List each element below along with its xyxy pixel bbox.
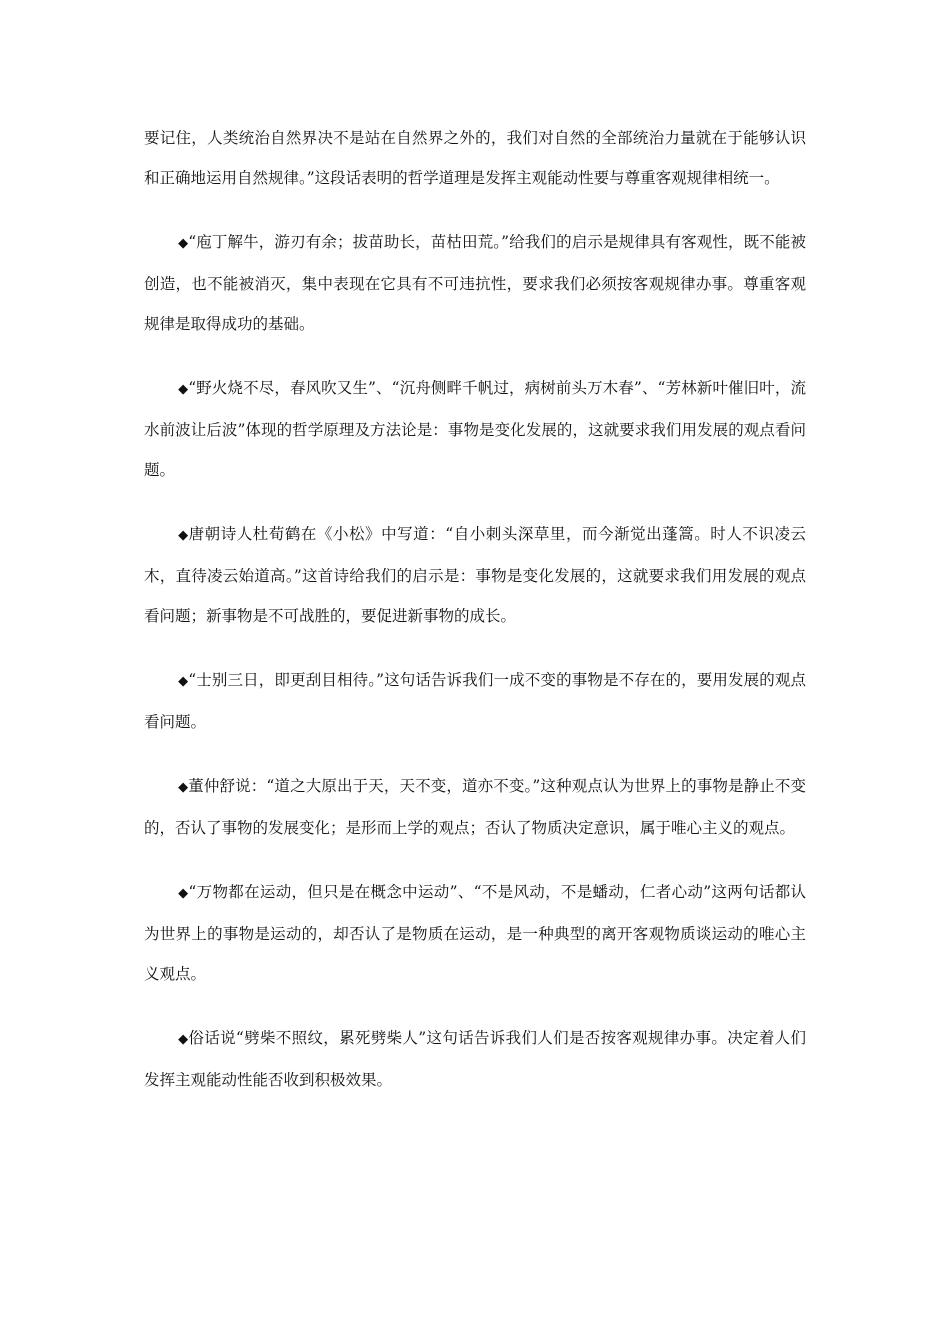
document-body — [144, 118, 806, 1124]
diamond-bullet-icon: ◆ — [178, 886, 189, 901]
diamond-bullet-icon: ◆ — [178, 780, 189, 795]
paragraph-4 — [144, 514, 806, 636]
paragraph-3 — [144, 368, 806, 490]
paragraph-text: “庖丁解牛，游刃有余；拔苗助长，苗枯田荒。”给我们的启示是规律具有客观性，既不能被创造，也不能被消灭，集中表现在它具有不可违抗性，要求我们必须按客观规律办事。尊重客观规律是取得成功的基础。 — [144, 233, 807, 333]
paragraph-8 — [144, 1018, 806, 1100]
paragraph-2 — [144, 222, 806, 344]
diamond-bullet-icon: ◆ — [178, 382, 189, 397]
paragraph-text: 俗话说“劈柴不照纹，累死劈柴人”这句话告诉我们人们是否按客观规律办事。决定着人们发挥主观能动性能否收到积极效果。 — [144, 1029, 806, 1089]
diamond-bullet-icon: ◆ — [178, 1032, 189, 1047]
diamond-bullet-icon: ◆ — [178, 674, 189, 689]
paragraph-text: 董仲舒说：“道之大原出于天，天不变，道亦不变。”这种观点认为世界上的事物是静止不变的，否认了事物的发展变化；是形而上学的观点；否认了物质决定意识，属于唯心主义的观点。 — [144, 777, 807, 837]
paragraph-5 — [144, 660, 806, 742]
paragraph-6 — [144, 766, 806, 848]
paragraph-text: 唐朝诗人杜荀鹤在《小松》中写道：“自小刺头深草里，而今渐觉出蓬篙。时人不识凌云木，直待凌云始道高。”这首诗给我们的启示是：事物是变化发展的，这就要求我们用发展的观点看问题；新事物是不可战胜的，要促进新事物的成长。 — [144, 525, 806, 625]
paragraph-7 — [144, 872, 806, 994]
diamond-bullet-icon: ◆ — [178, 528, 189, 543]
paragraph-1 — [144, 118, 806, 198]
paragraph-text: 要记住，人类统治自然界决不是站在自然界之外的，我们对自然的全部统治力量就在于能够认识和正确地运用自然规律。”这段话表明的哲学道理是发挥主观能动性要与尊重客观规律相统一。 — [144, 129, 806, 187]
diamond-bullet-icon: ◆ — [178, 236, 189, 251]
paragraph-text: “士别三日，即更刮目相待。”这句话告诉我们一成不变的事物是不存在的，要用发展的观点看问题。 — [144, 671, 807, 731]
paragraph-text: “万物都在运动，但只是在概念中运动”、“不是风动，不是蟠动，仁者心动”这两句话都认为世界上的事物是运动的，却否认了是物质在运动，是一种典型的离开客观物质谈运动的唯心主义观点。 — [144, 883, 806, 983]
paragraph-text: “野火烧不尽，春风吹又生”、“沉舟侧畔千帆过，病树前头万木春”、“芳林新叶催旧叶，流水前波让后波”体现的哲学原理及方法论是：事物是变化发展的，这就要求我们用发展的观点看问题。 — [144, 379, 807, 479]
